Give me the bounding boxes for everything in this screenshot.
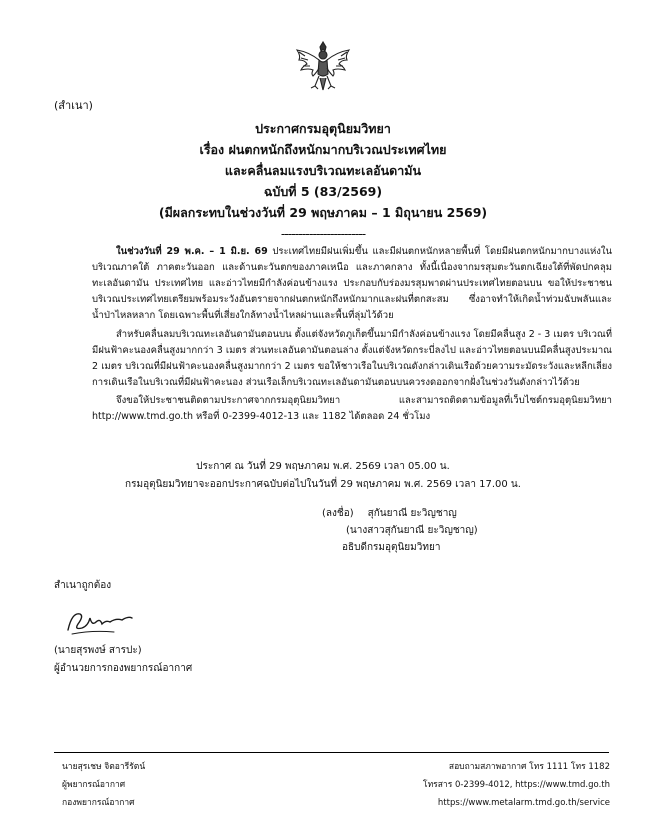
signed-name: สุกันยาณี ยะวิญชาญ xyxy=(367,508,457,519)
footer-hotline: สอบถามสภาพอากาศ โทร 1111 โทร 1182 xyxy=(448,762,610,772)
issued-datetime: ประกาศ ณ วันที่ 29 พฤษภาคม พ.ศ. 2569 เวลา 05.00 น. xyxy=(196,461,450,472)
next-issue-notice: กรมอุตุนิยมวิทยาจะออกประกาศฉบับต่อไปในวันที่ 29 พฤษภาคม พ.ศ. 2569 เวลา 17.00 น. xyxy=(125,479,521,490)
footer-left xyxy=(62,758,145,812)
footer-right xyxy=(423,758,610,812)
handwritten-signature-icon xyxy=(62,600,136,640)
copy-tag: (สำเนา) xyxy=(54,99,93,112)
footer-divider xyxy=(54,752,609,753)
rain-paragraph-body: ประเทศไทยมีฝนเพิ่มขึ้น และมีฝนตกหนักหลายพื้นที่ โดยมีฝนตกหนักมากบางแห่งในบริเวณภาคใต้ ภาคตะวันออก และด้านตะวันตกของภาคเหนือ และภาคกลาง ทั้งนี้เนื่องจากมรสุมตะวันตกเฉียงใต้ที่พัดปกคลุมทะเลอันดามัน ประเทศไทย และอ่าวไทยมีกำลังค่อนข้างแรง ประกอบกับร่องมรสุมพาดผ่านประเทศไทยตอนบน ขอให้ประชาชนบริเวณประเทศไทยเตรียมพร้อมระวังอันตรายจากฝนตกหนักถึงหนักมากและฝนที่ตกสะสม ซึ่งอาจทำให้เกิดน้ำท่วมฉับพลันและน้ำป่าไหลหลาก โดยเฉพาะพื้นที่เสี่ยงใกล้ทางน้ำไหลผ่านและพื้นที่ลุ่มไว้ด้วย xyxy=(92,246,612,321)
issue-number: ฉบับที่ 5 (83/2569) xyxy=(263,184,383,199)
footer-service-link[interactable]: https://www.metalarm.tmd.go.th/service xyxy=(437,798,610,808)
subject-line-2: และคลื่นลมแรงบริเวณทะเลอันดามัน xyxy=(224,163,422,178)
impact-period: (มีผลกระทบในช่วงวันที่ 29 พฤษภาคม – 1 มิถุนายน 2569) xyxy=(158,205,488,220)
signatory-position: อธิบดีกรมอุตุนิยมวิทยา xyxy=(342,542,441,553)
footer-fax-website[interactable]: โทรสาร 0-2399-4012, https://www.tmd.go.th xyxy=(423,780,610,790)
footer-division: กองพยากรณ์อากาศ xyxy=(62,798,135,808)
wave-paragraph: สำหรับคลื่นลมบริเวณทะเลอันดามันตอนบน ตั้งแต่จังหวัดภูเก็ตขึ้นมามีกำลังค่อนข้างแรง โดยมีคลื่นสูง 2 - 3 เมตร บริเวณที่มีฝนฟ้าคะนองคลื่นสูงมากกว่า 3 เมตร ส่วนทะเลอันดามันตอนล่าง ตั้งแต่จังหวัดกระบี่ลงไป และอ่าวไทยตอนบนมีคลื่นสูงประมาณ 2 เมตร บริเวณที่มีฝนฟ้าคะนองคลื่นสูงมากกว่า 2 เมตร ขอให้ชาวเรือในบริเวณดังกล่าวเดินเรือด้วยความระมัดระวังและหลีกเลี่ยงการเดินเรือในบริเวณที่มีฝนฟ้าคะนอง ส่วนเรือเล็กบริเวณทะเลอันดามันตอนบนควรงดออกจากฝั่งในช่วงวันดังกล่าวไว้ด้วย xyxy=(92,329,612,388)
subject-line-1: เรื่อง ฝนตกหนักถึงหนักมากบริเวณประเทศไทย xyxy=(199,142,447,157)
certified-copy-label: สำเนาถูกต้อง xyxy=(54,580,112,591)
rain-period-lead: ในช่วงวันที่ 29 พ.ค. – 1 มิ.ย. 69 xyxy=(116,246,268,257)
signatory-full-name: (นางสาวสุกันยาณี ยะวิญชาญ) xyxy=(346,525,478,536)
certifier-name: (นายสุรพงษ์ สารปะ) xyxy=(54,645,142,656)
agency-heading: ประกาศกรมอุตุนิยมวิทยา xyxy=(255,121,391,136)
footer-forecaster-name: นายสุรเชษ จิตอารีรัตน์ xyxy=(62,762,146,772)
signed-label: (ลงชื่อ) xyxy=(322,508,354,519)
title-divider: ------------------------ xyxy=(280,226,366,241)
signatory-block xyxy=(322,505,478,556)
certifier-position: ผู้อำนวยการกองพยากรณ์อากาศ xyxy=(54,663,193,674)
garuda-emblem-icon xyxy=(291,38,355,94)
footer-forecaster-role: ผู้พยากรณ์อากาศ xyxy=(62,780,126,790)
rain-paragraph xyxy=(92,244,612,324)
contact-paragraph: จึงขอให้ประชาชนติดตามประกาศจากกรมอุตุนิยมวิทยา และสามารถติดตามข้อมูลที่เว็บไซต์กรมอุตุนิยมวิทยา http://www.tmd.go.th หรือที่ 0-2399-4012-13 และ 1182 ได้ตลอด 24 ชั่วโมง xyxy=(92,395,612,422)
title-block xyxy=(0,118,646,244)
